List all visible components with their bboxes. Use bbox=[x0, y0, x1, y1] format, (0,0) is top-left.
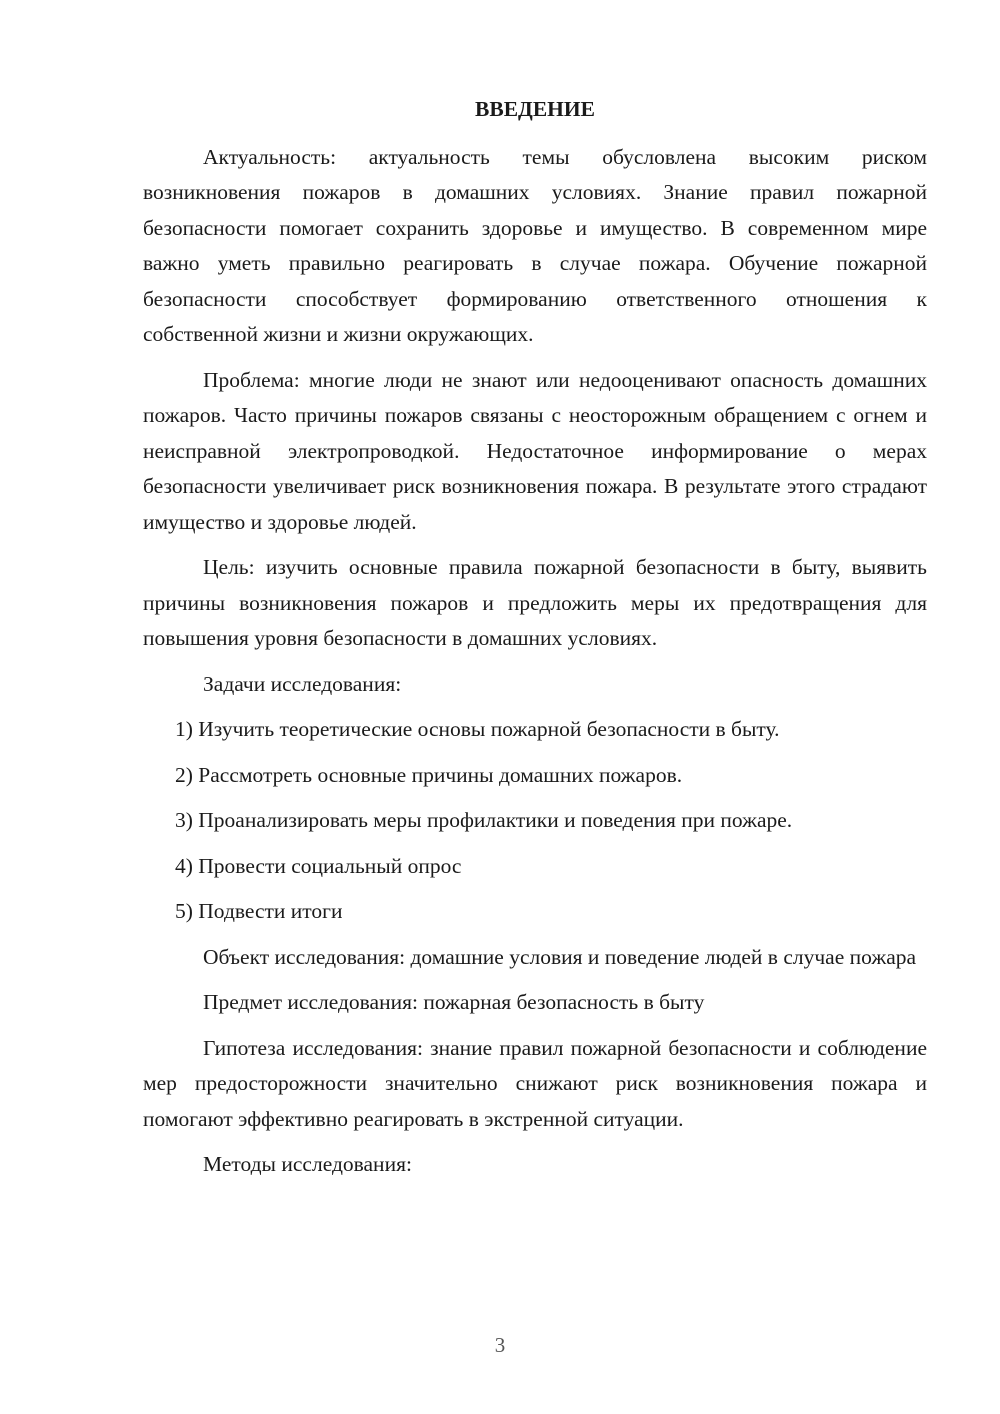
goal-paragraph: Цель: изучить основные правила пожарной безопасности в быту, выявить причины возникновения пожаров и предложить меры их предотвращения для повышения уровня безопасности в домашних условиях. bbox=[143, 555, 927, 650]
tasks-list bbox=[143, 712, 927, 930]
hypothesis-paragraph: Гипотеза исследования: знание правил пожарной безопасности и соблюдение мер предосторожности значительно снижают риск возникновения пожара и помогают эффективно реагировать в экстренной ситуации. bbox=[143, 1035, 927, 1131]
list-item: 2) Рассмотреть основные причины домашних пожаров. bbox=[175, 762, 683, 787]
document-page bbox=[143, 92, 927, 1193]
list-item: 4) Провести социальный опрос bbox=[175, 853, 462, 878]
object-paragraph: Объект исследования: домашние условия и поведение людей в случае пожара bbox=[203, 944, 917, 969]
list-item: 1) Изучить теоретические основы пожарной безопасности в быту. bbox=[175, 717, 780, 741]
methods-heading: Методы исследования: bbox=[203, 1152, 412, 1176]
subject-paragraph: Предмет исследования: пожарная безопасность в быту bbox=[203, 990, 705, 1014]
tasks-heading: Задачи исследования: bbox=[203, 671, 402, 696]
page-title: ВВЕДЕНИЕ bbox=[475, 97, 595, 121]
list-item: 3) Проанализировать меры профилактики и поведения при пожаре. bbox=[175, 808, 793, 832]
relevance-paragraph: Актуальность: актуальность темы обусловлена высоким риском возникновения пожаров в домашних условиях. Знание правил пожарной безопасности помогает сохранить здоровье и имущество. В современном мире важно уметь правильно реагировать в случае пожара. Обучение пожарной безопасности способствует формированию ответственного отношения к собственной жизни и жизни окружающих. bbox=[143, 144, 927, 346]
page-number: 3 bbox=[494, 1333, 506, 1357]
list-item: 5) Подвести итоги bbox=[175, 899, 343, 923]
problem-paragraph: Проблема: многие люди не знают или недооценивают опасность домашних пожаров. Часто причины пожаров связаны с неосторожным обращением с огнем и неисправной электропроводкой. Недостаточное информирование о мерах безопасности увеличивает риск возникновения пожара. В результате этого страдают имущество и здоровье людей. bbox=[143, 367, 927, 534]
